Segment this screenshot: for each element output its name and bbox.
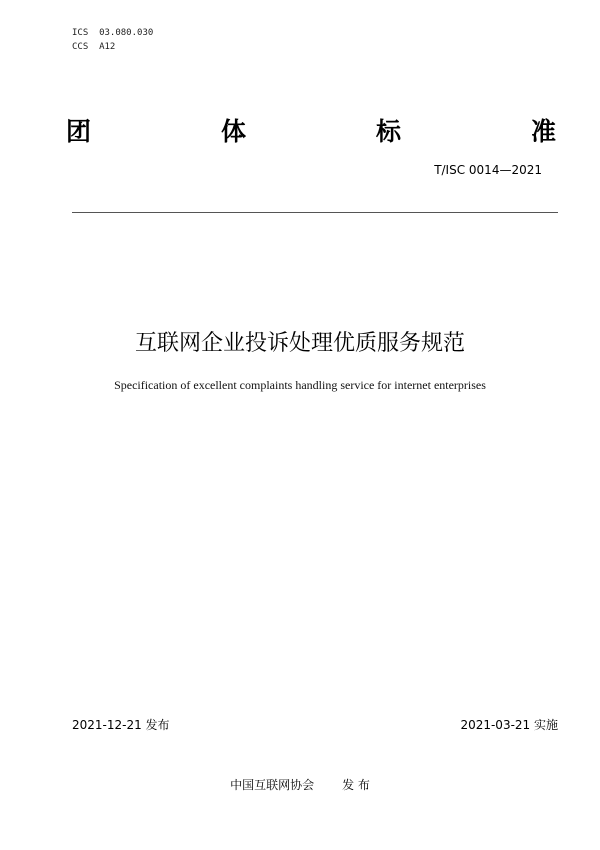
issuer-line <box>0 776 600 793</box>
header-divider <box>72 212 558 213</box>
document-title-en: Specification of excellent complaints handling service for internet enterprises <box>114 378 486 392</box>
standard-number: T/ISC 0014—2021 <box>434 163 542 177</box>
classification-codes <box>72 26 153 54</box>
issuer-action: 发 布 <box>342 778 370 792</box>
document-title-cn: 互联网企业投诉处理优质服务规范 <box>134 331 465 356</box>
issuer-org: 中国互联网协会 <box>230 778 315 792</box>
category-char: 体 <box>220 117 246 146</box>
category-char: 团 <box>66 117 92 146</box>
category-char: 标 <box>375 117 401 146</box>
ics-code: ICS 03.080.030 <box>72 28 154 38</box>
category-char: 准 <box>530 117 556 146</box>
implement-date: 2021-03-21 实施 <box>460 718 558 732</box>
ccs-code: CCS A12 <box>72 42 116 52</box>
publish-date: 2021-12-21 发布 <box>72 718 170 732</box>
standard-category <box>66 112 556 148</box>
